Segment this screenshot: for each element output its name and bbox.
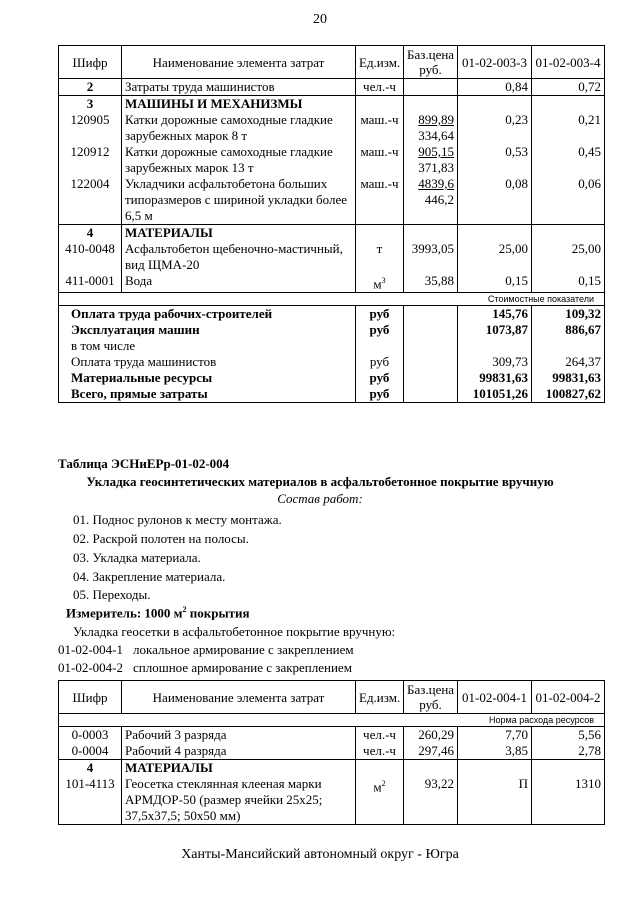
row-value-1: 0,15: [458, 273, 532, 293]
row-name: Катки дорожные самоходные гладкие зарубежных марок 13 т: [122, 144, 356, 176]
total-row: [59, 354, 605, 370]
table-row: [59, 176, 605, 225]
col-header-name: Наименование элемента затрат: [122, 681, 356, 714]
total-value-2: 264,37: [532, 354, 605, 370]
col-header-name: Наименование элемента затрат: [122, 46, 356, 79]
row-value-1: 0,08: [458, 176, 532, 225]
row-name: Вода: [122, 273, 356, 293]
row-price: 905,15 371,83: [404, 144, 458, 176]
total-value-2: 109,32: [532, 306, 605, 323]
table-header-row: [59, 46, 605, 79]
work-item: 02. Раскрой полотен на полосы.: [73, 531, 249, 546]
row-code: 120905: [59, 112, 122, 144]
table-row: [59, 79, 605, 96]
total-row: [59, 322, 605, 338]
row-value-1: 3,85: [458, 743, 532, 760]
table-header-row: [59, 681, 605, 714]
total-row: [59, 386, 605, 403]
row-name: Асфальтобетон щебеночно-мастичный, вид ЩМА-20: [122, 241, 356, 273]
row-value-1: 0,84: [458, 79, 532, 96]
col-header-code: Шифр: [59, 46, 122, 79]
total-value-1: 99831,63: [458, 370, 532, 386]
section-title: МАШИНЫ И МЕХАНИЗМЫ: [122, 96, 356, 113]
col-header-unit: Ед.изм.: [356, 46, 404, 79]
intro-text: Укладка геосетки в асфальтобетонное покрытие вручную:: [73, 624, 396, 639]
table-row: [59, 144, 605, 176]
col-header-01-02-003-3: 01-02-003-3: [458, 46, 532, 79]
total-unit: руб: [356, 354, 404, 370]
page-number: 20: [313, 12, 327, 27]
row-unit: $м^3$: [356, 273, 404, 293]
norm-header: Норма расхода ресурсов: [59, 714, 605, 727]
col-header-01-02-004-1: 01-02-004-1: [458, 681, 532, 714]
section-code: 4: [59, 760, 122, 777]
total-value-1: 1073,87: [458, 322, 532, 338]
cost-header: Стоимостные показатели: [59, 293, 605, 306]
row-value-2: 25,00: [532, 241, 605, 273]
row-value-2: 1310: [532, 776, 605, 825]
total-name: в том числе: [59, 338, 356, 354]
table-row: [59, 241, 605, 273]
page-footer: Ханты-Мансийский автономный округ - Югра: [181, 847, 459, 862]
row-value-2: 0,45: [532, 144, 605, 176]
row-value-2: 2,78: [532, 743, 605, 760]
row-value-2: 0,72: [532, 79, 605, 96]
total-name: Оплата труда машинистов: [59, 354, 356, 370]
work-item: 03. Укладка материала.: [73, 550, 201, 565]
row-price: 4839,6 446,2: [404, 176, 458, 225]
col-header-code: Шифр: [59, 681, 122, 714]
row-name: Рабочий 4 разряда: [122, 743, 356, 760]
row-name: Затраты труда машинистов: [122, 79, 356, 96]
row-unit: т: [356, 241, 404, 273]
row-code: 120912: [59, 144, 122, 176]
table-title: Таблица ЭСНиЕРр-01-02-004: [58, 456, 230, 471]
row-value-1: П: [458, 776, 532, 825]
table-row: [59, 273, 605, 293]
col-header-base-price: Баз.цена руб.: [404, 681, 458, 714]
total-unit: руб: [356, 370, 404, 386]
section-code: 4: [59, 225, 122, 242]
resource-table-003: [58, 45, 605, 403]
row-unit: маш.-ч: [356, 112, 404, 144]
row-unit: чел.-ч: [356, 79, 404, 96]
row-value-1: 0,53: [458, 144, 532, 176]
row-name: Рабочий 3 разряда: [122, 727, 356, 744]
table-row: [59, 776, 605, 825]
norm-header-row: [59, 714, 605, 727]
row-code: 2: [59, 79, 122, 96]
section-title: МАТЕРИАЛЫ: [122, 225, 356, 242]
col-header-01-02-003-4: 01-02-003-4: [532, 46, 605, 79]
row-value-2: 0,15: [532, 273, 605, 293]
row-price: 297,46: [404, 743, 458, 760]
works-title: Состав работ:: [277, 491, 363, 506]
row-name: Укладчики асфальтобетона больших типоразмеров с шириной укладки более 6,5 м: [122, 176, 356, 225]
row-code: 0-0003: [59, 727, 122, 744]
row-unit: $м^2$: [356, 776, 404, 825]
total-unit: руб: [356, 322, 404, 338]
row-price: 260,29: [404, 727, 458, 744]
total-value-1: 309,73: [458, 354, 532, 370]
row-name: Катки дорожные самоходные гладкие зарубежных марок 8 т: [122, 112, 356, 144]
row-value-2: 0,21: [532, 112, 605, 144]
total-row: [59, 338, 605, 354]
total-unit: руб: [356, 386, 404, 403]
cost-header-row: [59, 293, 605, 306]
meter-line: Измеритель: 1000 $м^2$ покрытия: [66, 605, 250, 621]
row-value-2: 5,56: [532, 727, 605, 744]
row-code: 101-4113: [59, 776, 122, 825]
row-price: [404, 79, 458, 96]
total-value-1: 101051,26: [458, 386, 532, 403]
row-value-1: 7,70: [458, 727, 532, 744]
row-unit: маш.-ч: [356, 176, 404, 225]
section-title: МАТЕРИАЛЫ: [122, 760, 356, 777]
table-row: [59, 727, 605, 744]
item-row: 01-02-004-1 локальное армирование с закреплением: [58, 642, 354, 657]
total-row: [59, 370, 605, 386]
total-name: Материальные ресурсы: [59, 370, 356, 386]
item-row: 01-02-004-2 сплошное армирование с закреплением: [58, 660, 352, 675]
resource-table-004: [58, 680, 605, 825]
row-unit: чел.-ч: [356, 727, 404, 744]
col-header-unit: Ед.изм.: [356, 681, 404, 714]
table-section-row: [59, 225, 605, 242]
row-price: 93,22: [404, 776, 458, 825]
section-code: 3: [59, 96, 122, 113]
table-row: [59, 743, 605, 760]
total-row: [59, 306, 605, 323]
work-item: 05. Переходы.: [73, 587, 151, 602]
total-name: Оплата труда рабочих-строителей: [59, 306, 356, 323]
total-name: Эксплуатация машин: [59, 322, 356, 338]
row-value-2: 0,06: [532, 176, 605, 225]
work-item: 01. Поднос рулонов к месту монтажа.: [73, 512, 282, 527]
work-item: 04. Закрепление материала.: [73, 569, 226, 584]
row-unit: маш.-ч: [356, 144, 404, 176]
total-value-2: 886,67: [532, 322, 605, 338]
total-value-2: 100827,62: [532, 386, 605, 403]
table-row: [59, 112, 605, 144]
total-name: Всего, прямые затраты: [59, 386, 356, 403]
section-heading: Укладка геосинтетических материалов в асфальтобетонное покрытие вручную: [86, 474, 554, 489]
row-unit: чел.-ч: [356, 743, 404, 760]
row-value-1: 0,23: [458, 112, 532, 144]
total-value-2: 99831,63: [532, 370, 605, 386]
row-price: 3993,05: [404, 241, 458, 273]
row-code: 122004: [59, 176, 122, 225]
total-value-1: 145,76: [458, 306, 532, 323]
row-code: 411-0001: [59, 273, 122, 293]
row-name: Геосетка стеклянная клееная марки АРМДОР-50 (размер ячейки 25х25; 37,5х37,5; 50х50 мм): [122, 776, 356, 825]
total-unit: руб: [356, 306, 404, 323]
col-header-base-price: Баз.цена руб.: [404, 46, 458, 79]
table-section-row: [59, 96, 605, 113]
row-code: 0-0004: [59, 743, 122, 760]
row-value-1: 25,00: [458, 241, 532, 273]
row-price: 899,89 334,64: [404, 112, 458, 144]
row-price: 35,88: [404, 273, 458, 293]
table-section-row: [59, 760, 605, 777]
col-header-01-02-004-2: 01-02-004-2: [532, 681, 605, 714]
row-code: 410-0048: [59, 241, 122, 273]
